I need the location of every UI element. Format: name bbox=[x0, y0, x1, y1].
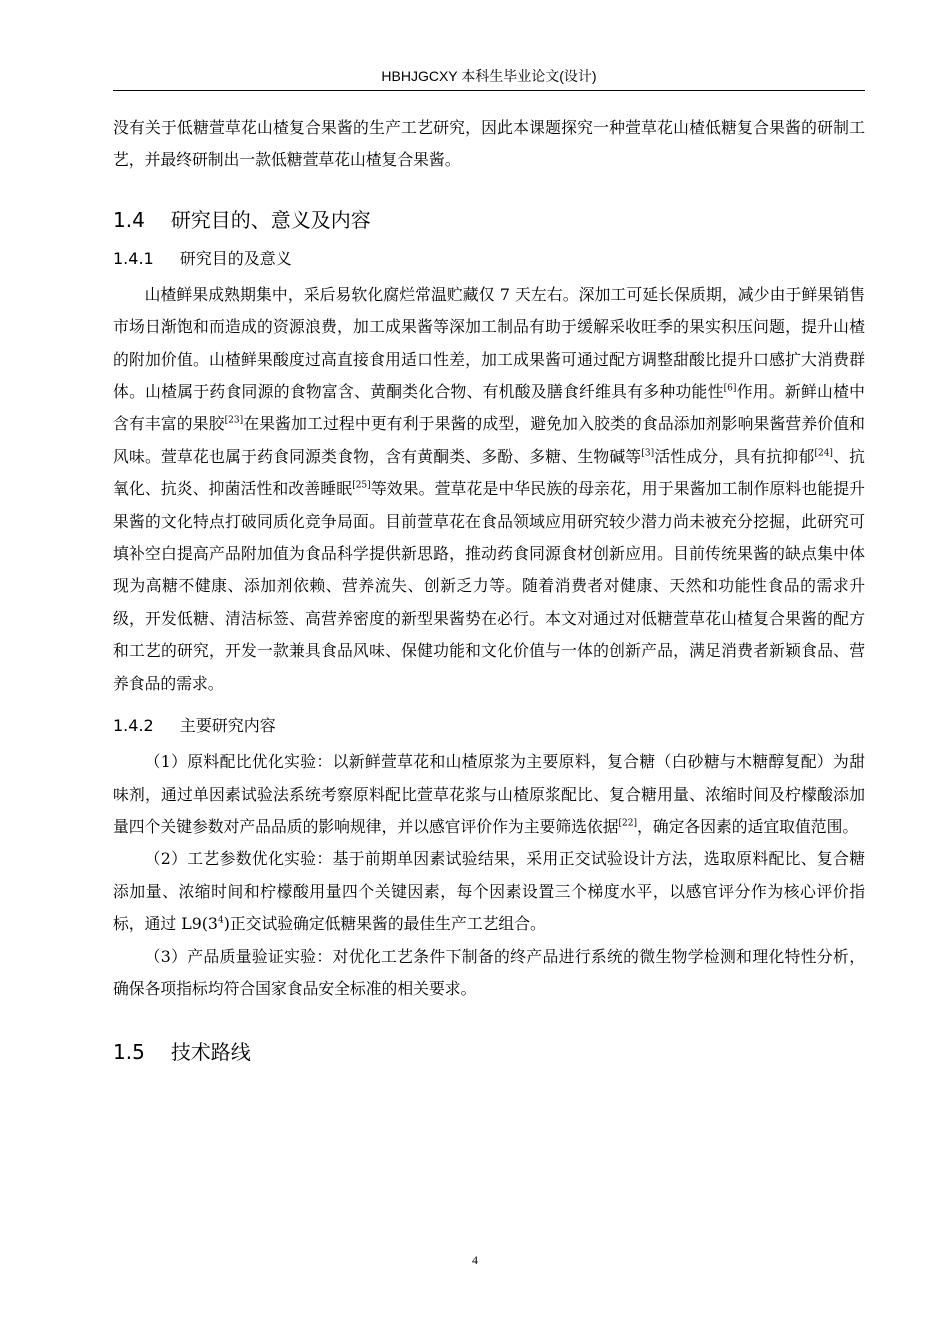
citation: [24] bbox=[814, 448, 833, 459]
section-number: 1.4 bbox=[113, 207, 145, 232]
section-title: 技术路线 bbox=[170, 1040, 251, 1065]
citation: [6] bbox=[723, 383, 737, 394]
intro-paragraph: 没有关于低糖萱草花山楂复合果酱的生产工艺研究，因此本课题探究一种萱草花山楂低糖复合果酱的研制工艺，并最终研制出一款低糖萱草花山楂复合果酱。 bbox=[113, 118, 865, 170]
content-item-2 bbox=[113, 843, 865, 940]
subsection-heading-1-4-1 bbox=[113, 243, 865, 275]
citation: [3] bbox=[641, 448, 655, 459]
section-title: 研究目的、意义及内容 bbox=[170, 207, 371, 232]
page-number: 4 bbox=[472, 1253, 478, 1267]
text-run: )正交试验确定低糖果酱的最佳生产工艺组合。 bbox=[223, 914, 546, 934]
header-title: HBHJGCXY 本科生毕业论文(设计) bbox=[381, 68, 597, 84]
document-body bbox=[113, 112, 865, 1075]
text-run: （2）工艺参数优化实验：基于前期单因素试验结果，采用正交试验设计方法，选取原料配比、复合糖添加量、浓缩时间和柠檬酸用量四个关键因素，每个因素设置三个梯度水平，以感官评分作为核心评价指标，通过 L9(3 bbox=[113, 849, 865, 934]
citation: [25] bbox=[352, 480, 371, 491]
text-run: （1）原料配比优化实验：以新鲜萱草花和山楂原浆为主要原料，复合糖（白砂糖与木糖醇复配）为甜味剂，通过单因素试验法系统考察原料配比萱草花浆与山楂原浆配比、复合糖用量、浓缩时间及柠檬酸添加量四个关键参数对产品品质的影响规律，并以感官评价作为主要筛选依据 bbox=[113, 752, 865, 836]
citation: [23] bbox=[224, 416, 244, 427]
content-item-3: （3）产品质量验证实验：对优化工艺条件下制备的终产品进行系统的微生物学检测和理化特性分析，确保各项指标均符合国家食品安全标准的相关要求。 bbox=[113, 946, 865, 998]
text-run: 在果酱加工过程中更有利于果酱的成型，避免加入胶类的食品添加剂影响果酱营养价值和风味。萱草花也属于药食同源类食物，含有黄酮类、多酚、多糖、生物碱等 bbox=[113, 414, 865, 466]
subsection-number: 1.4.2 bbox=[113, 716, 154, 736]
section-number: 1.5 bbox=[113, 1040, 145, 1065]
purpose-paragraph bbox=[113, 279, 865, 700]
text-run: 活性成分，具有抗抑郁 bbox=[654, 446, 815, 466]
section-heading-1-4 bbox=[113, 203, 865, 237]
page-header bbox=[113, 66, 865, 91]
text-run: ，确定各因素的适宜取值范围。 bbox=[637, 816, 859, 836]
text-run: 、抗氧化、抗炎、抑菌活性和改善睡眠 bbox=[113, 446, 865, 499]
subsection-number: 1.4.1 bbox=[113, 248, 154, 268]
superscript: 4 bbox=[217, 915, 224, 926]
section-heading-1-5 bbox=[113, 1035, 865, 1069]
subsection-title: 主要研究内容 bbox=[179, 716, 276, 736]
content-item-1 bbox=[113, 746, 865, 843]
subsection-title: 研究目的及意义 bbox=[179, 248, 292, 268]
citation: [22] bbox=[618, 818, 637, 829]
text-run: 等效果。萱草花是中华民族的母亲花，用于果酱加工制作原料也能提升果酱的文化特点打破同质化竞争局面。目前萱草花在食品领域应用研究较少潜力尚未被充分挖掘，此研究可填补空白提高产品附加值为食品科学提供新思路，推动药食同源食材创新应用。目前传统果酱的缺点集中体现为高糖不健康、添加剂依赖、营养流失、创新乏力等。随着消费者对健康、天然和功能性食品的需求升级，开发低糖、清洁标签、高营养密度的新型果酱势在必行。本文对通过对低糖萱草花山楂复合果酱的配方和工艺的研究，开发一款兼具食品风味、保健功能和文化价值与一体的创新产品，满足消费者新颖食品、营养食品的需求。 bbox=[113, 479, 865, 693]
text-run: 作用。新鲜山楂中含有丰富的果胶 bbox=[113, 382, 865, 434]
subsection-heading-1-4-2 bbox=[113, 710, 865, 742]
text-run: 山楂鲜果成熟期集中，采后易软化腐烂常温贮藏仅 7 天左右。深加工可延长保质期，减少由于鲜果销售市场日渐饱和而造成的资源浪费，加工成果酱等深加工制品有助于缓解采收旺季的果实积压问题，提升山楂的附加价值。山楂鲜果酸度过高直接食用适口性差，加工成果酱可通过配方调整甜酸比提升口感扩大消费群体。山楂属于药食同源的食物富含、黄酮类化合物、有机酸及膳食纤维具有多种功能性 bbox=[113, 284, 865, 402]
